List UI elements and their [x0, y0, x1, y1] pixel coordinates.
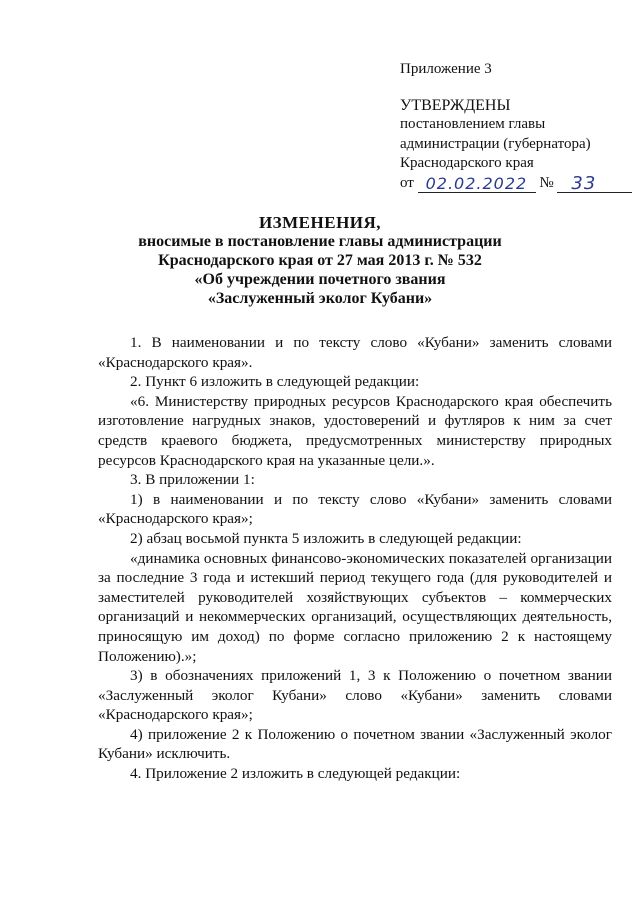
handwritten-date: 02.02.2022 — [425, 173, 528, 193]
title-line-5: «Заслуженный эколог Кубани» — [207, 290, 433, 307]
document-title — [0, 213, 640, 308]
document-body — [98, 333, 612, 784]
paragraph: 1. В наименовании и по тексту слово «Кубани» заменить словами «Краснодарского края». — [98, 334, 612, 371]
approved-label: УТВЕРЖДЕНЫ — [400, 96, 511, 114]
paragraph: 4. Приложение 2 изложить в следующей редакции: — [130, 765, 461, 783]
approval-line-2: администрации (губернатора) — [400, 135, 591, 152]
handwritten-number: 33 — [571, 172, 597, 194]
appendix-label: Приложение 3 — [400, 61, 492, 77]
title-line-4: «Об учреждении почетного звания — [194, 271, 446, 288]
approval-block — [400, 60, 632, 193]
approval-line-1: постановлением главы — [400, 116, 546, 132]
date-number-row — [400, 174, 632, 194]
paragraph: «динамика основных финансово-экономических показателей организации за последние 3 года и истекший период текущего года (для руководителей и заместителей руководителей хозяйствующих субъектов – коммерческих организаций и некоммерческих организаций, осуществляющих деятельность, приносящую им доход) по форме согласно приложению 2 к настоящему Положению).»; — [98, 549, 612, 665]
title-line-3: Краснодарского края от 27 мая 2013 г. № 532 — [158, 252, 482, 269]
paragraph: 1) в наименовании и по тексту слово «Кубани» заменить словами «Краснодарского края»; — [98, 490, 612, 528]
paragraph: 4) приложение 2 к Положению о почетном звании «Заслуженный эколог Кубани» исключить. — [98, 725, 612, 763]
paragraph: «6. Министерству природных ресурсов Краснодарского края обеспечить изготовление нагрудных знаков, удостоверений и футляров к ним за счет средств краевого бюджета, предусмотренных министерству природных ресурсов Краснодарского края на указанные цели.». — [98, 392, 612, 469]
paragraph: 3. В приложении 1: — [130, 471, 255, 489]
paragraph: 2) абзац восьмой пункта 5 изложить в следующей редакции: — [130, 529, 522, 547]
approval-line-3: Краснодарского края — [400, 155, 534, 171]
number-prefix: № — [539, 174, 554, 191]
title-line-1: ИЗМЕНЕНИЯ, — [258, 213, 382, 232]
paragraph: 2. Пункт 6 изложить в следующей редакции: — [130, 373, 420, 391]
date-underline — [418, 174, 536, 193]
paragraph: 3) в обозначениях приложений 1, 3 к Положению о почетном звании «Заслуженный эколог Кубани» слово «Кубани» заменить словами «Краснодарского края»; — [98, 667, 612, 724]
number-underline — [557, 174, 632, 193]
date-prefix: от — [400, 174, 414, 191]
title-line-2: вносимые в постановление главы администрации — [138, 233, 502, 250]
